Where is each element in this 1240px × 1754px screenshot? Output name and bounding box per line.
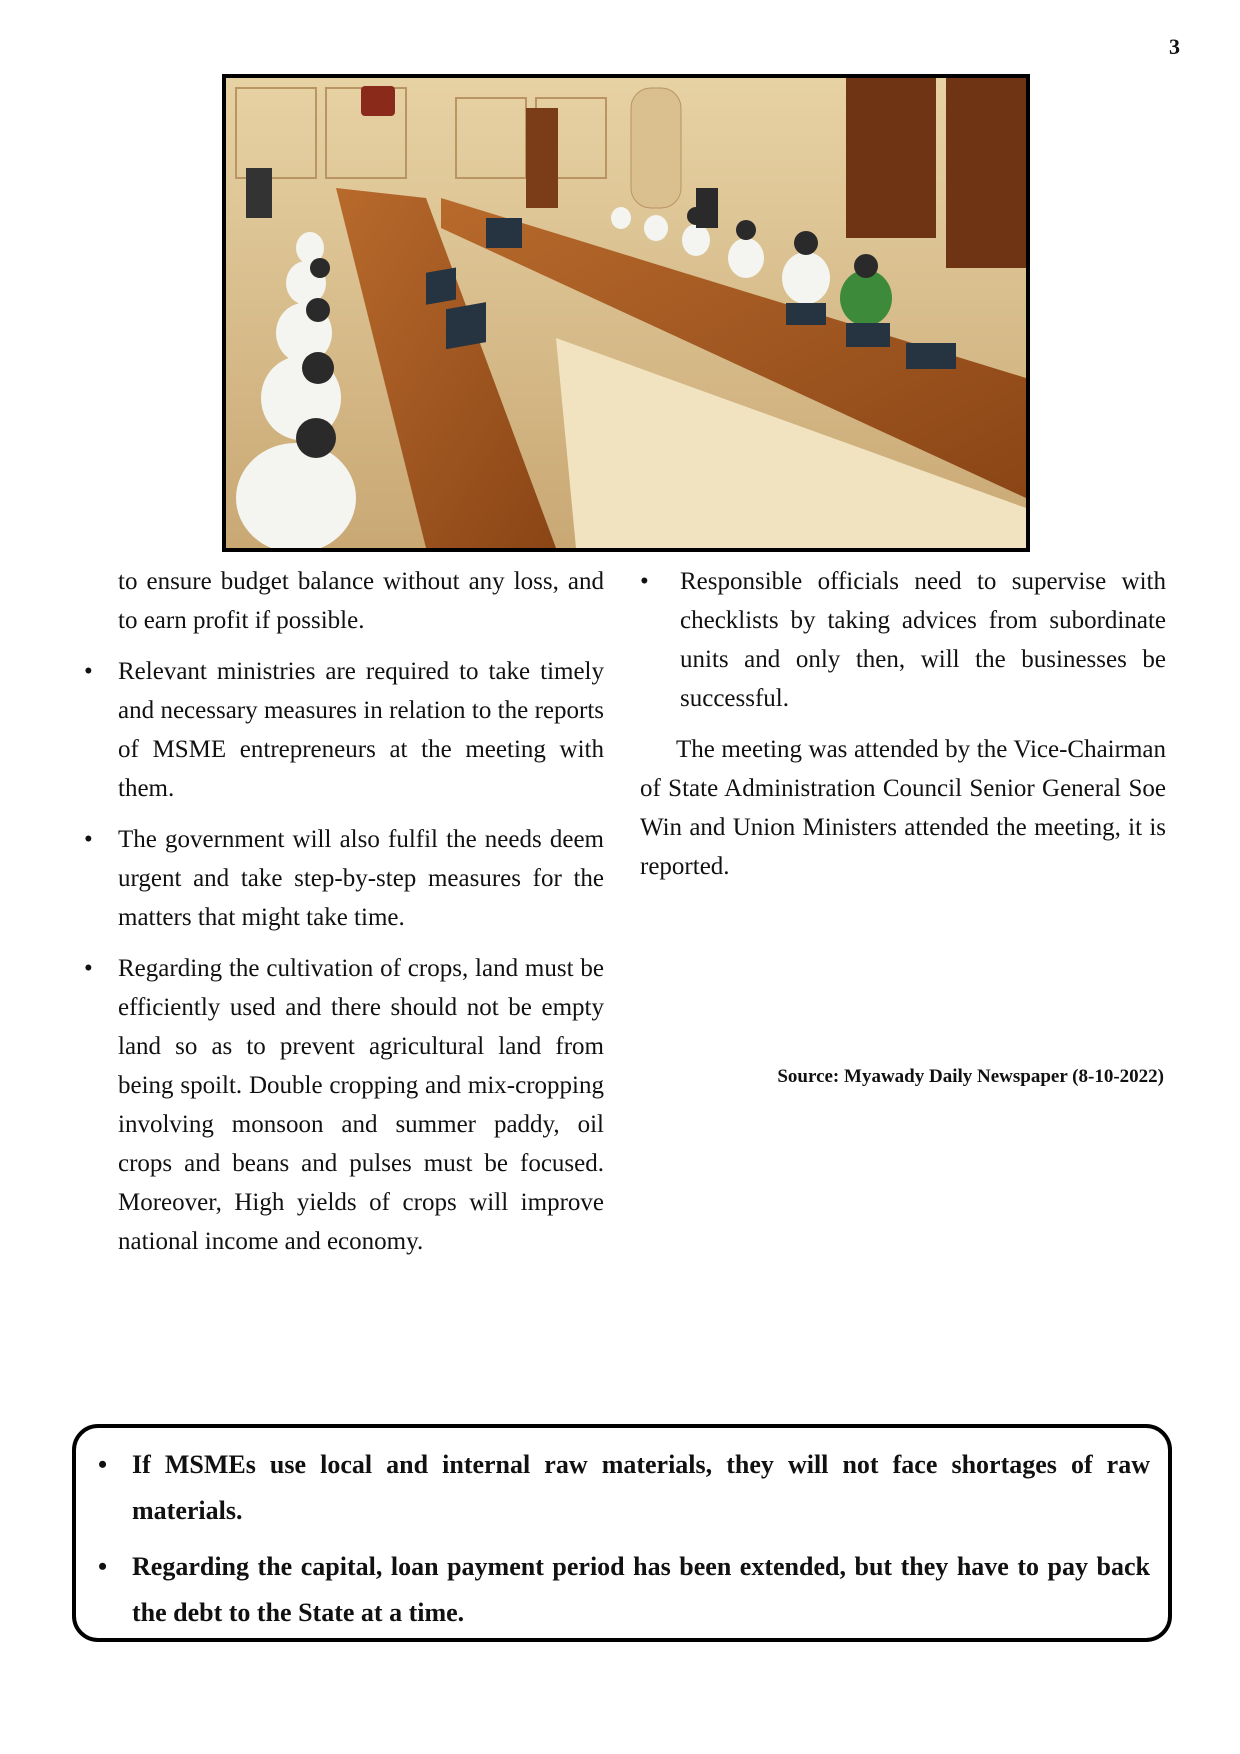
bullet-icon: • bbox=[84, 955, 93, 982]
list-item-text: The government will also fulfil the needs deem urgent and take step-by-step measures for the matters that might take time. bbox=[118, 826, 604, 931]
list-item bbox=[84, 820, 604, 937]
list-item bbox=[84, 949, 604, 1261]
right-column bbox=[640, 562, 1166, 886]
source-citation: Source: Myawady Daily Newspaper (8-10-2022) bbox=[777, 1066, 1164, 1087]
highlight-item-text: If MSMEs use local and internal raw materials, they will not face shortages of raw materials. bbox=[132, 1450, 1150, 1525]
list-item bbox=[84, 652, 604, 808]
bullet-icon: • bbox=[84, 826, 93, 853]
left-column bbox=[84, 562, 604, 1261]
list-item-text: Relevant ministries are required to take timely and necessary measures in relation to the reports of MSME entrepreneurs at the meeting with them. bbox=[118, 658, 604, 802]
highlight-box bbox=[72, 1424, 1172, 1642]
list-item-text: Responsible officials need to supervise with checklists by taking advices from subordinate units and only then, will the businesses be successful. bbox=[680, 568, 1166, 712]
bullet-icon: • bbox=[640, 568, 649, 595]
closing-paragraph: The meeting was attended by the Vice-Chairman of State Administration Council Senior General Soe Win and Union Ministers attended the meeting, it is reported. bbox=[640, 736, 1166, 880]
lead-paragraph: to ensure budget balance without any loss, and to earn profit if possible. bbox=[118, 568, 604, 634]
highlight-item bbox=[92, 1544, 1150, 1636]
list-item-text: Regarding the cultivation of crops, land must be efficiently used and there should not be empty land so as to prevent agricultural land from being spoilt. Double cropping and mix-cropping involving monsoon and summer paddy, oil crops and beans and pulses must be focused. Moreover, High yields of crops will improve national income and economy. bbox=[118, 955, 604, 1255]
bullet-icon: • bbox=[98, 1552, 108, 1581]
meeting-room-illustration bbox=[226, 78, 1026, 548]
highlight-item-text: Regarding the capital, loan payment period has been extended, but they have to pay back the debt to the State at a time. bbox=[132, 1552, 1150, 1627]
page-number: 3 bbox=[1169, 34, 1180, 59]
list-item bbox=[640, 562, 1166, 718]
meeting-photo bbox=[222, 74, 1030, 552]
highlight-item bbox=[92, 1442, 1150, 1534]
bullet-icon: • bbox=[84, 658, 93, 685]
bullet-icon: • bbox=[98, 1450, 108, 1479]
